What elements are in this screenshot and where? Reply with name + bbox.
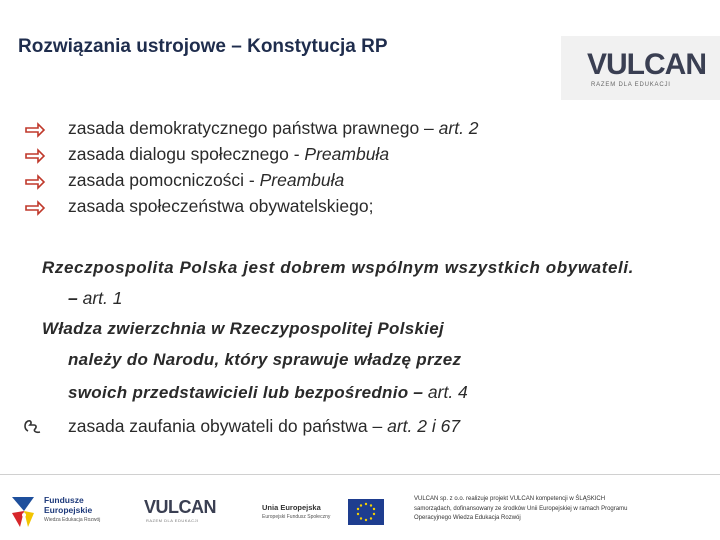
fe-flag-icon	[8, 493, 38, 531]
project-note	[414, 495, 714, 535]
project-note-line1: VULCAN sp. z o.o. realizuje projekt VULCAN kompetencji w ŚLĄSKICH	[414, 496, 606, 502]
eu-logo	[262, 499, 387, 529]
bullet-subsidiarity: zasada pomocniczości - Preambuła	[68, 170, 345, 190]
vulcan-footer-tagline: RAZEM DLA EDUKACJI	[146, 518, 199, 523]
arrow-bullet-icon	[24, 148, 46, 164]
vulcan-footer-text: VULCAN	[144, 497, 217, 517]
vulcan-logo-text: VULCAN	[587, 48, 707, 81]
vulcan-logo	[561, 36, 720, 100]
slide-header	[0, 0, 720, 104]
arrow-bullet-icon	[24, 200, 46, 216]
bullet-citizen-trust: zasada zaufania obywateli do państwa – art. 2 i 67	[68, 416, 461, 436]
project-note-line2: samorządach, dofinansowany ze środków Unii Europejskiej w ramach Programu	[414, 505, 628, 512]
quote-art-4-line1: Władza zwierzchnia w Rzeczypospolitej Polskiej	[42, 319, 445, 338]
vulcan-footer-logo	[144, 497, 224, 527]
bullet-civil-society: zasada społeczeństwa obywatelskiego;	[68, 196, 374, 216]
arrow-bullet-icon	[24, 174, 46, 190]
quote-art-1-line1: Rzeczpospolita Polska jest dobrem wspólnym wszystkich obywateli.	[42, 258, 634, 277]
eu-text-line1: Unia Europejska	[262, 503, 321, 512]
bullet-democratic-state: zasada demokratycznego państwa prawnego – art. 2	[68, 118, 479, 138]
arrow-bullet-icon	[24, 122, 46, 138]
eu-flag-icon	[348, 499, 384, 525]
fe-text-line1: Fundusze	[44, 495, 84, 505]
footer-divider	[0, 474, 720, 475]
eu-text-line2: Europejski Fundusz Społeczny	[262, 514, 331, 520]
fundusze-europejskie-logo	[8, 493, 128, 531]
slide-title: Rozwiązania ustrojowe – Konstytucja RP	[18, 36, 388, 57]
curl-bullet-icon	[22, 417, 46, 437]
bullet-social-dialogue: zasada dialogu społecznego - Preambuła	[68, 144, 390, 164]
quote-art-1-ref: – art. 1	[68, 288, 123, 308]
vulcan-logo-tagline: RAZEM DLA EDUKACJI	[591, 82, 671, 88]
fe-text-line3: Wiedza Edukacja Rozwój	[44, 517, 101, 523]
quote-art-4-line2: należy do Narodu, który sprawuje władzę przez	[68, 350, 462, 369]
fe-text-line2: Europejskie	[44, 505, 93, 515]
slide-footer	[0, 487, 720, 540]
project-note-line3: Operacyjnego Wiedza Edukacja Rozwój	[414, 515, 521, 521]
quote-art-4-line3: swoich przedstawicieli lub bezpośrednio – art. 4	[68, 382, 468, 402]
